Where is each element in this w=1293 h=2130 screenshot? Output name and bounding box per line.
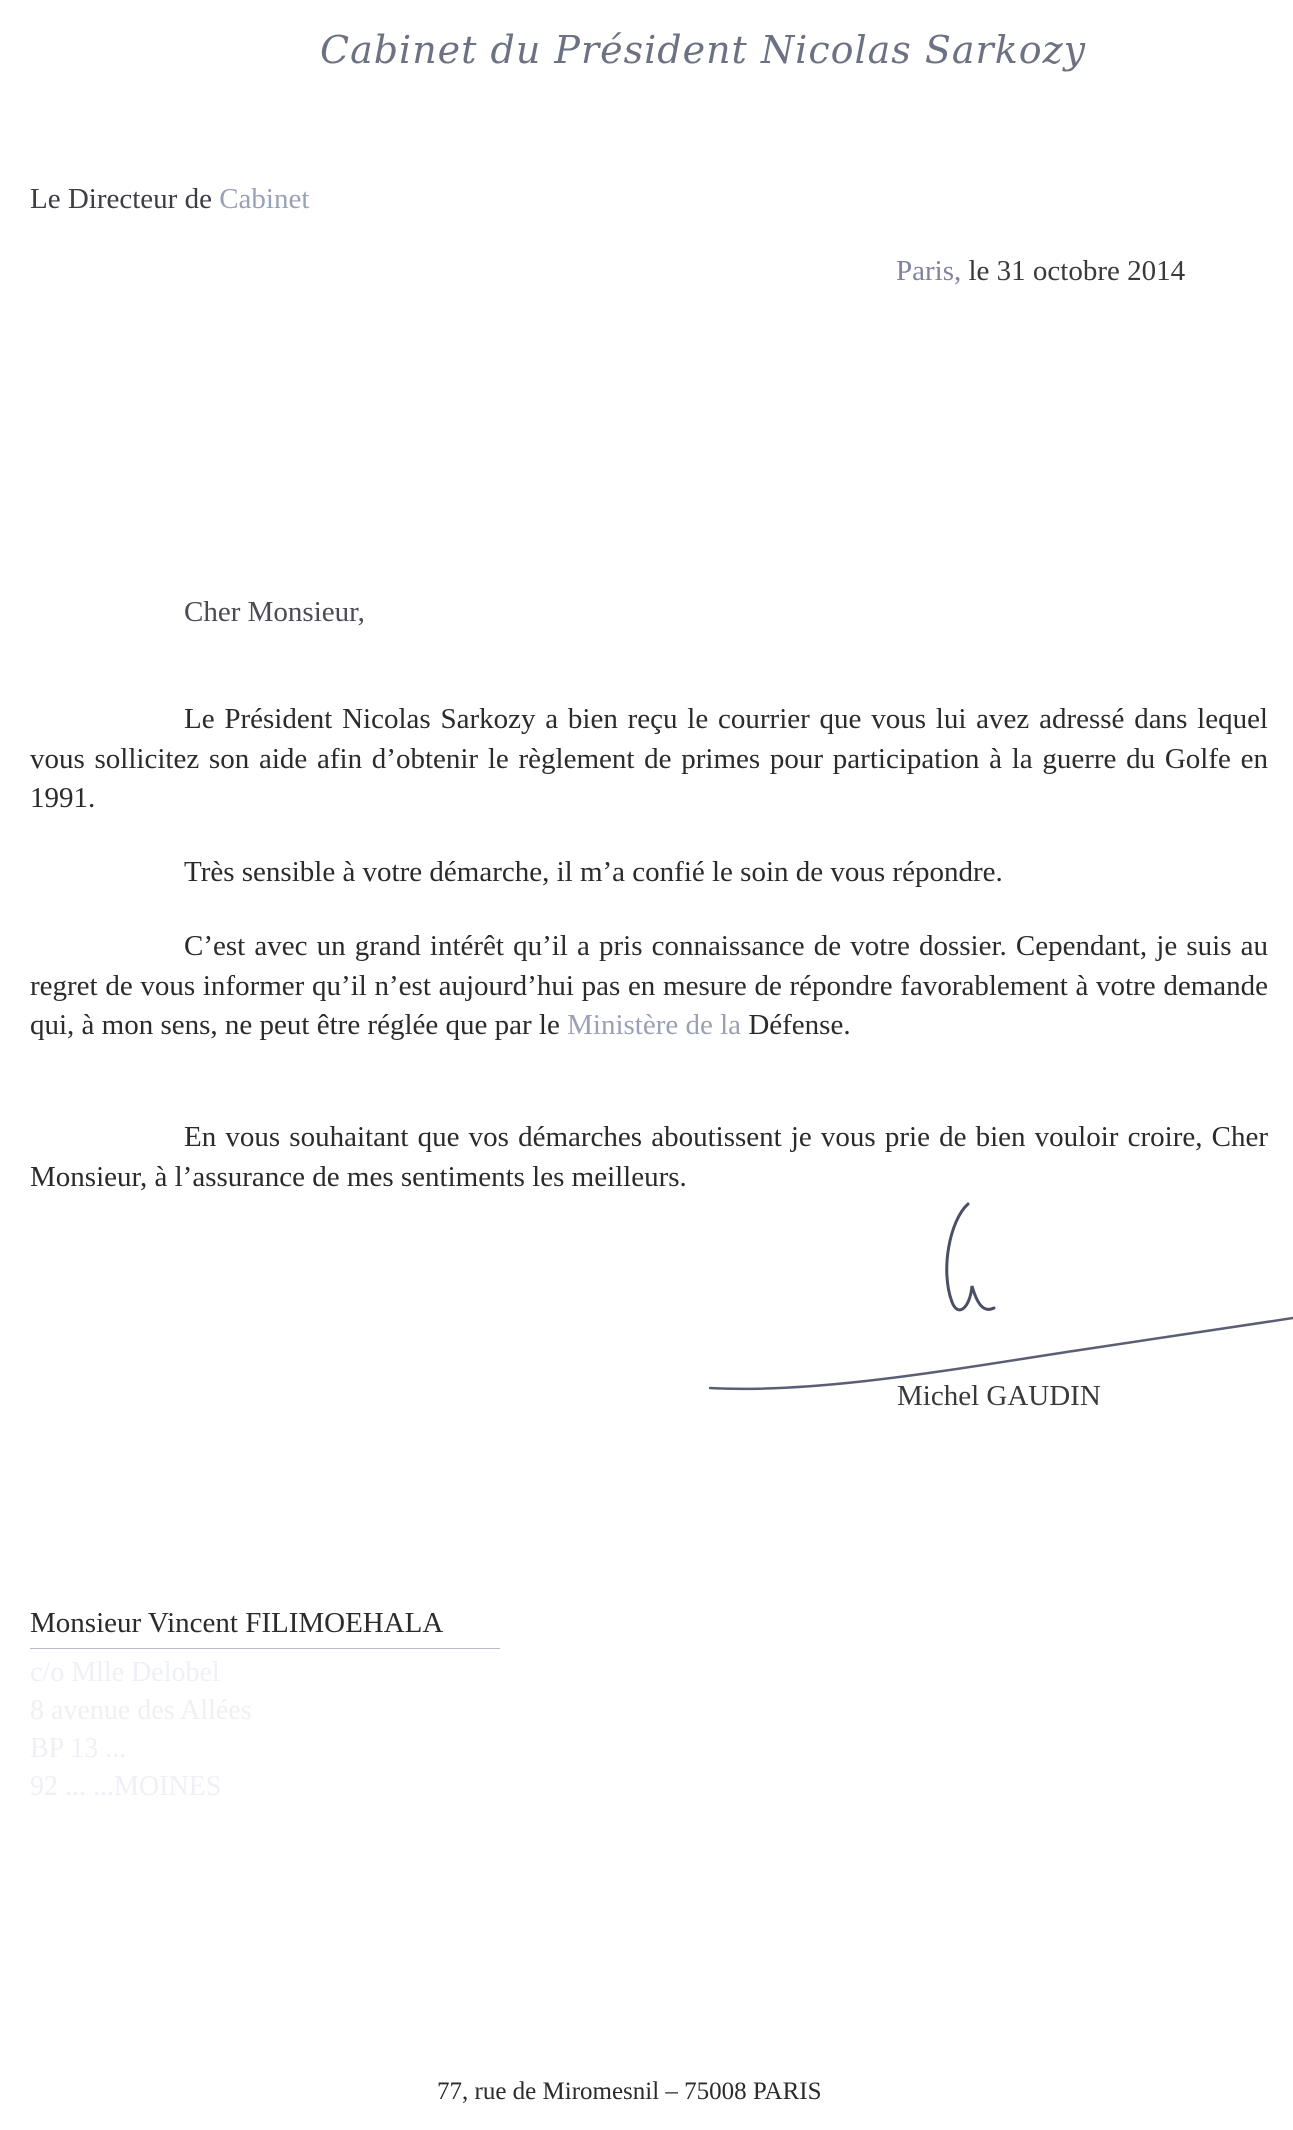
address-line: 92 ... ...MOINES (30, 1771, 222, 1802)
date-text: le 31 octobre 2014 (968, 255, 1186, 287)
letter-date (896, 255, 1185, 288)
paragraph-4 (30, 1118, 1268, 1197)
signature-mark (700, 1190, 1293, 1410)
sender-title-main: Le Directeur de (30, 183, 220, 215)
paragraph-3-end: Défense. (741, 1009, 851, 1041)
paragraph-3-faded: Ministère de la (567, 1009, 742, 1041)
paragraph-2 (30, 853, 1268, 893)
paragraph-2-text: Très sensible à votre démarche, il m’a confié le soin de vous répondre. (184, 856, 1003, 888)
address-line: BP 13 ... (30, 1733, 127, 1764)
paragraph-1-text: Le Président Nicolas Sarkozy a bien reçu le courrier que vous lui avez adressé dans lequel vous sollicitez son aide afin d’obtenir le règlement de primes pour participation à la guerre du Golfe en 1991. (30, 703, 1268, 814)
sender-title-faded: Cabinet (219, 183, 310, 215)
paragraph-4-text: En vous souhaitant que vos démarches aboutissent je vous prie de bien vouloir croire, Cher Monsieur, à l’assurance de mes sentiments les meilleurs. (30, 1121, 1268, 1193)
salutation: Cher Monsieur, (184, 596, 365, 628)
paragraph-1 (30, 700, 1268, 819)
sender-title (30, 183, 309, 216)
recipient-name: Monsieur Vincent FILIMOEHALA (30, 1607, 444, 1639)
footer-address: 77, rue de Miromesnil – 75008 PARIS (437, 2078, 822, 2105)
paragraph-3 (30, 927, 1268, 1046)
recipient-underline (30, 1648, 500, 1649)
address-line: c/o Mlle Delobel (30, 1657, 220, 1688)
date-place: Paris, (896, 255, 969, 287)
address-line: 8 avenue des Allées (30, 1695, 252, 1726)
recipient-address (30, 1654, 500, 1806)
signatory-name: Michel GAUDIN (897, 1380, 1101, 1412)
letterhead: Cabinet du Président Nicolas Sarkozy (320, 28, 1087, 72)
paragraph-3-text: C’est avec un grand intérêt qu’il a pris connaissance de votre dossier. Cependant, je suis au regret de vous informer qu’il n’est aujourd’hui pas en mesure de répondre favorablement à votre demande qui, à mon sens, ne peut être réglée que par le (30, 930, 1268, 1041)
